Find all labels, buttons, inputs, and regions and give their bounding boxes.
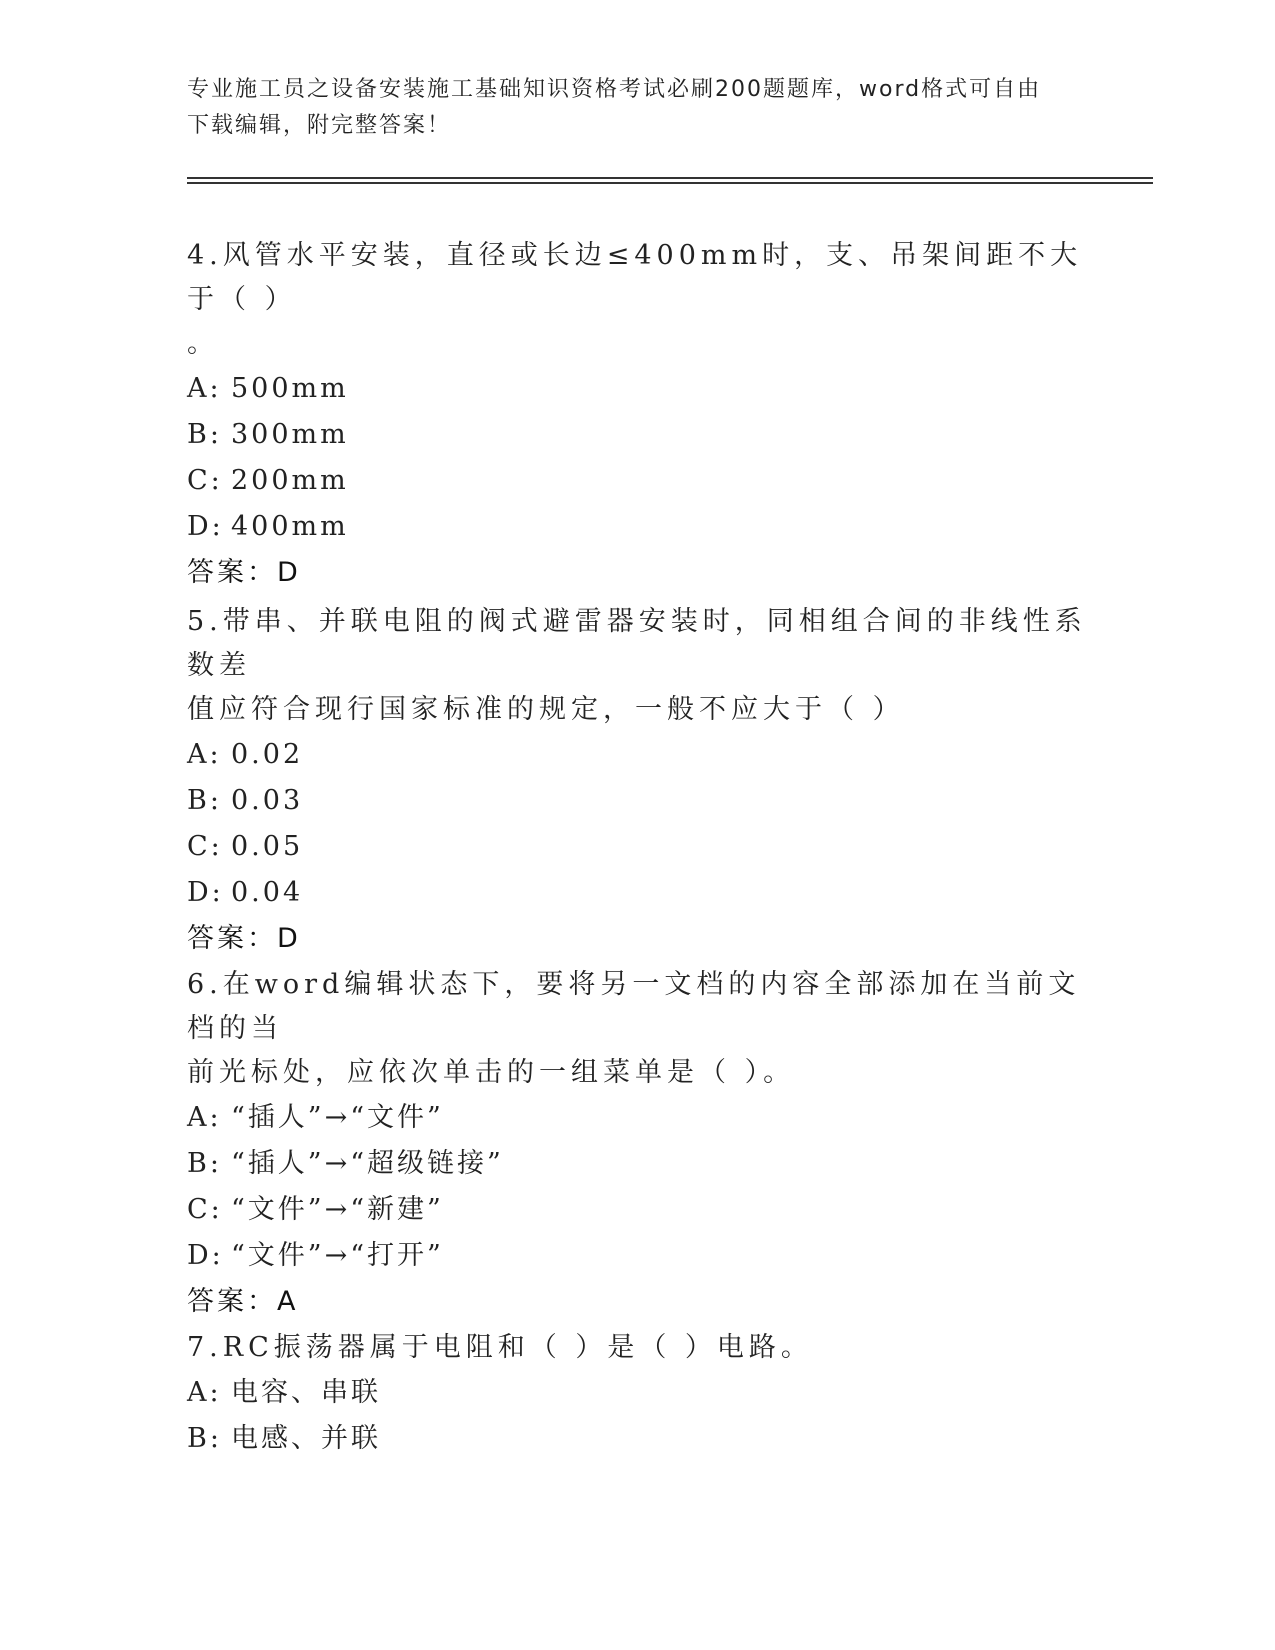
question-text-line1: 5.带串、并联电阻的阀式避雷器安装时，同相组合间的非线性系数差 [187,606,1087,681]
option-text: 300mm [231,419,349,450]
question-4 [187,234,1087,596]
option-d [187,504,1087,550]
option-letter: C: [187,831,223,862]
answer-line: 答案：D [187,923,301,954]
option-c [187,824,1087,870]
option-text: 0.02 [231,739,304,770]
header-divider-bottom [187,182,1153,184]
option-d [187,1233,1087,1279]
option-d [187,870,1087,916]
answer-line: 答案：D [187,557,301,588]
option-a [187,732,1087,778]
option-c [187,458,1087,504]
question-text-line1: 4.风管水平安装，直径或长边≤400mm时，支、吊架间距不大于（ ） [187,240,1083,315]
option-text: “插人”→“超级链接” [231,1148,504,1179]
option-letter: A: [187,1102,222,1133]
question-text-line1: 7.RC振荡器属于电阻和（ ）是（ ）电路。 [187,1332,813,1363]
option-a [187,1095,1087,1141]
option-letter: A: [187,739,222,770]
option-letter: B: [187,1148,222,1179]
question-7 [187,1326,1087,1462]
option-b [187,412,1087,458]
option-text: 0.05 [231,831,304,862]
option-letter: D: [187,1240,224,1271]
option-text: 200mm [231,465,349,496]
option-c [187,1187,1087,1233]
option-text: “文件”→“打开” [231,1240,444,1271]
header-title-line1: 专业施工员之设备安装施工基础知识资格考试必刷200题题库，word格式可自由 [187,77,1042,102]
document-header [187,72,1067,144]
option-text: “文件”→“新建” [231,1194,444,1225]
option-a [187,366,1087,412]
question-6 [187,963,1087,1325]
option-letter: C: [187,465,223,496]
question-text-line2: 。 [187,328,219,359]
option-text: 500mm [231,373,349,404]
option-text: 电容、串联 [231,1377,381,1408]
option-letter: B: [187,419,222,450]
header-title-line2: 下载编辑，附完整答案！ [187,113,452,138]
option-a [187,1370,1087,1416]
option-text: 400mm [231,511,349,542]
option-text: 0.03 [231,785,304,816]
option-letter: B: [187,1423,222,1454]
option-letter: D: [187,877,224,908]
question-text-line1: 6.在word编辑状态下，要将另一文档的内容全部添加在当前文档的当 [187,969,1081,1044]
answer-line: 答案：A [187,1286,299,1317]
option-b [187,778,1087,824]
question-text-line2: 前光标处，应依次单击的一组菜单是（ ）。 [187,1057,796,1088]
header-divider-top [187,177,1153,179]
option-text: 0.04 [231,877,304,908]
option-text: “插人”→“文件” [231,1102,444,1133]
option-letter: B: [187,785,222,816]
option-letter: C: [187,1194,223,1225]
option-b [187,1416,1087,1462]
option-letter: A: [187,1377,222,1408]
option-b [187,1141,1087,1187]
option-letter: D: [187,511,224,542]
option-letter: A: [187,373,222,404]
question-5 [187,600,1087,962]
question-text-line2: 值应符合现行国家标准的规定，一般不应大于（ ） [187,694,905,725]
option-text: 电感、并联 [231,1423,381,1454]
